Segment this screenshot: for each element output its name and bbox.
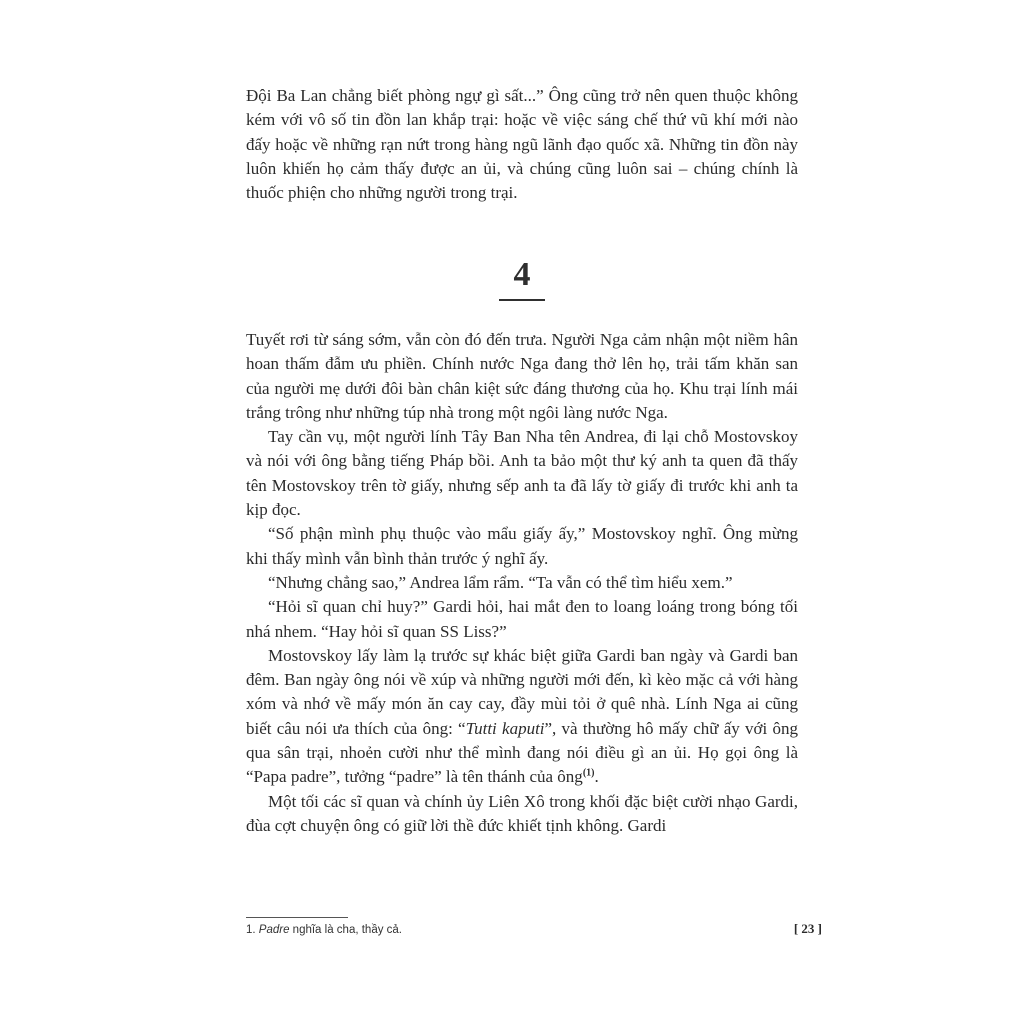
top-paragraph: Đội Ba Lan chẳng biết phòng ngự gì sất...” Ông cũng trở nên quen thuộc không kém với vô số tin đồn lan khắp trại: hoặc về việc sáng chế thứ vũ khí mới nào đấy hoặc về những rạn nứt trong hàng ngũ lãnh đạo quốc xã. Những tin đồn này luôn khiến họ cảm thấy được an ủi, và chúng cũng luôn sai – chúng chính là thuốc phiện cho những người trong trại. xyxy=(246,86,798,203)
paragraph-6-italic: Tutti kaputi xyxy=(465,718,545,738)
paragraph-6 xyxy=(246,644,798,790)
paragraph-4: “Nhưng chẳng sao,” Andrea lẩm rẩm. “Ta vẫn có thể tìm hiểu xem.” xyxy=(268,572,733,592)
paragraph-6-part-a: Mostovskoy lấy làm lạ trước sự khác biệt giữa Gardi ban ngày và Gardi ban đêm. Ban ngày ông nói về xúp và những người mới đến, kì kèo mặc cả với hàng xóm và nhớ về mấy món ăn cay cay, đầy mùi tỏi ở quê nhà. Lính Nga ai cũng biết câu nói ưa thích của ông: “ xyxy=(246,645,798,738)
chapter-heading xyxy=(246,256,798,301)
page-number: [ 23 ] xyxy=(793,921,822,936)
footnote xyxy=(246,922,402,938)
footnote-divider xyxy=(246,917,348,918)
chapter-body xyxy=(246,328,798,838)
footnote-marker[interactable]: (1) xyxy=(582,767,595,779)
paragraph-2: Tay cần vụ, một người lính Tây Ban Nha tên Andrea, đi lại chỗ Mostovskoy và nói với ông bằng tiếng Pháp bồi. Anh ta bảo một thư ký anh ta quen đã thấy tên Mostovskoy trên tờ giấy, nhưng sếp anh ta đã lấy tờ giấy đi trước khi anh ta kịp đọc. xyxy=(246,427,798,520)
chapter-underline xyxy=(499,299,545,301)
paragraph-7: Một tối các sĩ quan và chính ủy Liên Xô trong khối đặc biệt cười nhạo Gardi, đùa cợt chuyện ông có giữ lời thề đức khiết tịnh không. Gardi xyxy=(246,791,798,835)
paragraph-6-part-b: ”, và thường hô mấy chữ ấy với ông qua sân trại, nhoẻn cười như thể mình đang nói điều gì an ủi. Họ gọi ông là “Papa padre”, tưởng “padre” là tên thánh của ông xyxy=(246,718,798,787)
chapter-number: 4 xyxy=(513,256,531,293)
footnote-term: Padre xyxy=(258,924,290,936)
footnote-text: nghĩa là cha, thầy cả. xyxy=(289,924,403,936)
paragraph-1: Tuyết rơi từ sáng sớm, vẫn còn đó đến trưa. Người Nga cảm nhận một niềm hân hoan thấm đẫm ưu phiền. Chính nước Nga đang thở lên họ, trải tấm khăn san của người mẹ dưới đôi bàn chân kiệt sức đáng thương của họ. Khu trại lính mái trắng trông như những túp nhà trong một ngôi làng nước Nga. xyxy=(246,330,798,422)
footnote-prefix: 1. xyxy=(246,924,259,936)
paragraph-5: “Hỏi sĩ quan chỉ huy?” Gardi hỏi, hai mắt đen to loang loáng trong bóng tối nhá nhem. “Hay hỏi sĩ quan SS Liss?” xyxy=(246,597,798,641)
paragraph-6-part-c: . xyxy=(594,767,599,787)
top-text-block xyxy=(246,84,798,205)
paragraph-3: “Số phận mình phụ thuộc vào mẩu giấy ấy,” Mostovskoy nghĩ. Ông mừng khi thấy mình vẫn bình thản trước ý nghĩ ấy. xyxy=(246,524,798,568)
